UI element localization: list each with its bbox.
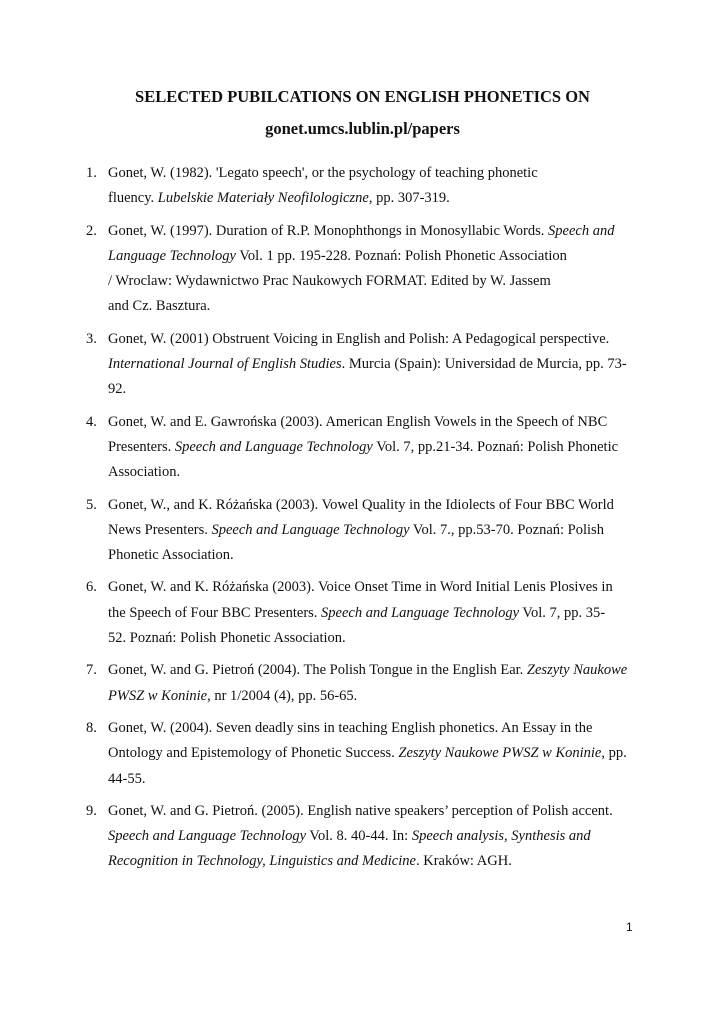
reference-line (108, 626, 646, 651)
reference-line (108, 186, 646, 211)
reference-segment: Vol. 8. 40-44. In: (306, 828, 412, 845)
reference-line (108, 410, 646, 435)
reference-italic-segment: Recognition in Technology, Linguistics and Medicine (108, 853, 416, 870)
reference-line (108, 799, 646, 824)
reference-segment: Gonet, W. (1982). 'Legato speech', or the psychology of teaching phonetic (108, 165, 538, 181)
reference-italic-segment: Speech and Language Technology (174, 438, 373, 455)
reference-segment: . Murcia (Spain): Universidad de Murcia, pp. 73- (341, 356, 627, 373)
reference-line (108, 543, 646, 568)
reference-number: 5. (86, 496, 97, 513)
reference-line (108, 352, 646, 377)
reference-line (108, 741, 646, 766)
reference-segment: and Cz. Basztura. (108, 298, 211, 315)
document-title: SELECTED PUBILCATIONS ON ENGLISH PHONETICS ON (135, 87, 590, 106)
reference-item (86, 658, 646, 709)
reference-number: 4. (86, 413, 97, 430)
reference-number: 9. (86, 802, 97, 819)
reference-item (86, 410, 646, 486)
reference-line (108, 824, 646, 849)
reference-item (86, 493, 646, 569)
reference-item (86, 161, 646, 212)
reference-segment: fluency. (108, 190, 158, 207)
reference-text (108, 219, 646, 320)
reference-italic-segment: International Journal of English Studies (108, 356, 342, 373)
reference-line (108, 244, 646, 269)
reference-text (108, 493, 646, 569)
reference-line (108, 716, 646, 741)
reference-text (108, 799, 646, 875)
reference-number: 1. (86, 165, 97, 181)
document-subtitle-url: gonet.umcs.lublin.pl/papers (265, 119, 460, 138)
reference-segment: Gonet, W. (2001) Obstruent Voicing in English and Polish: A Pedagogical perspective. (108, 330, 610, 347)
reference-segment: Gonet, W. (2004). Seven deadly sins in teaching English phonetics. An Essay in the (108, 719, 593, 736)
reference-italic-segment: Speech analysis, Synthesis and (411, 828, 591, 845)
reference-text (108, 327, 646, 403)
reference-line (108, 493, 646, 518)
reference-line (108, 767, 646, 792)
reference-italic-segment: PWSZ w Koninie (108, 687, 208, 704)
reference-segment: , pp. 307-319. (368, 190, 450, 207)
reference-line (108, 518, 646, 543)
reference-segment: News Presenters. (108, 521, 212, 538)
reference-segment: . Kraków: AGH. (415, 853, 512, 870)
reference-italic-segment: Zeszyty Naukowe PWSZ w Koninie (398, 745, 602, 762)
reference-segment: 92. (108, 381, 127, 398)
reference-item (86, 219, 646, 320)
reference-text (108, 410, 646, 486)
reference-italic-segment: Speech and Language Technology (108, 828, 307, 845)
reference-segment: , pp. (601, 745, 627, 762)
reference-line (108, 219, 646, 244)
reference-number: 7. (86, 662, 97, 679)
reference-segment: 52. Poznań: Polish Phonetic Association. (108, 630, 346, 647)
reference-line (108, 161, 646, 186)
reference-segment: Gonet, W. and G. Pietroń. (2005). English native speakers’ perception of Polish accent. (108, 802, 613, 819)
reference-item (86, 799, 646, 875)
reference-number: 2. (86, 222, 97, 239)
reference-segment: Gonet, W. and G. Pietroń (2004). The Polish Tongue in the English Ear. (108, 662, 527, 679)
reference-segment: Gonet, W., and K. Różańska (2003). Vowel Quality in the Idiolects of Four BBC World (108, 496, 614, 513)
reference-segment: Association. (108, 464, 181, 481)
reference-item (86, 575, 646, 651)
reference-line (108, 658, 646, 683)
reference-line (108, 601, 646, 626)
reference-line (108, 377, 646, 402)
reference-line (108, 269, 646, 294)
reference-segment: Vol. 1 pp. 195-228. Poznań: Polish Phonetic Association (235, 247, 567, 264)
reference-segment: Presenters. (108, 438, 175, 455)
reference-segment: 44-55. (108, 770, 146, 787)
reference-italic-segment: Lubelskie Materiały Neofilologiczne (157, 190, 369, 207)
reference-text (108, 575, 646, 651)
reference-segment: Phonetic Association. (108, 547, 234, 564)
reference-line (108, 849, 646, 874)
reference-segment: Vol. 7, pp. 35- (519, 604, 606, 621)
reference-italic-segment: Speech and Language Technology (211, 521, 410, 538)
reference-italic-segment: Zeszyty Naukowe (526, 662, 628, 679)
reference-line (108, 575, 646, 600)
reference-text (108, 161, 646, 212)
reference-text (108, 658, 646, 709)
reference-segment: / Wroclaw: Wydawnictwo Prac Naukowych FORMAT. Edited by W. Jassem (108, 273, 551, 290)
reference-line (108, 294, 646, 319)
reference-line (108, 327, 646, 352)
reference-line (108, 460, 646, 485)
reference-item (86, 327, 646, 403)
reference-italic-segment: Speech and Language Technology (321, 604, 520, 621)
reference-number: 6. (86, 579, 97, 596)
reference-segment: the Speech of Four BBC Presenters. (108, 604, 322, 621)
reference-segment: Gonet, W. and K. Różańska (2003). Voice Onset Time in Word Initial Lenis Plosives in (108, 579, 613, 596)
reference-segment: Vol. 7, pp.21-34. Poznań: Polish Phonetic (372, 438, 619, 455)
reference-segment: Vol. 7., pp.53-70. Poznań: Polish (409, 521, 604, 538)
reference-list (86, 161, 646, 882)
reference-segment: Gonet, W. and E. Gawrońska (2003). American English Vowels in the Speech of NBC (108, 413, 608, 430)
reference-line (108, 684, 646, 709)
reference-number: 3. (86, 330, 97, 347)
reference-segment: Ontology and Epistemology of Phonetic Success. (108, 745, 399, 762)
reference-segment: , nr 1/2004 (4), pp. 56-65. (207, 687, 358, 704)
reference-italic-segment: Speech and (548, 222, 615, 239)
reference-italic-segment: Language Technology (108, 247, 236, 264)
reference-number: 8. (86, 719, 97, 736)
reference-segment: Gonet, W. (1997). Duration of R.P. Monophthongs in Monosyllabic Words. (108, 222, 549, 239)
reference-text (108, 716, 646, 792)
page-number: 1 (626, 920, 633, 934)
reference-item (86, 716, 646, 792)
reference-line (108, 435, 646, 460)
